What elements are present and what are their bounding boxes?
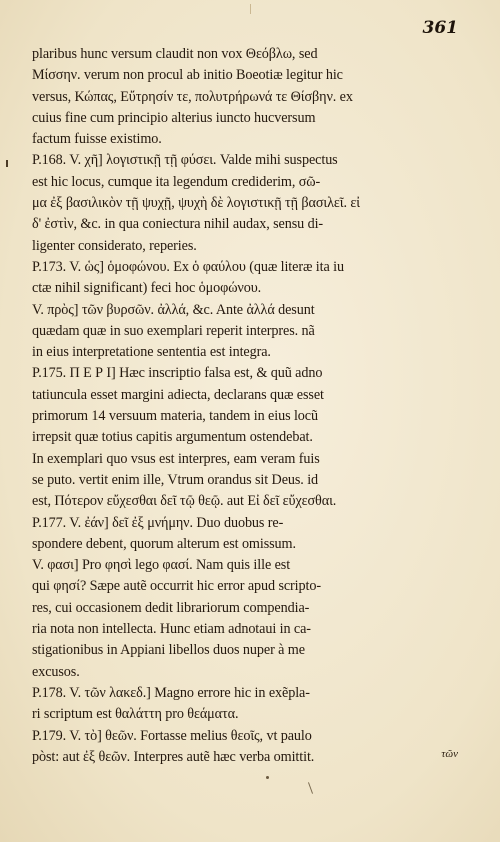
ink-spot <box>266 776 269 779</box>
text-line: excusos. <box>32 663 80 680</box>
margin-mark <box>6 160 8 167</box>
text-line: res, cui occasionem dedit librariorum compendia- <box>32 599 310 616</box>
text-line: ctæ nihil significant) feci hoc ὁμοφώνου. <box>32 280 262 297</box>
text-line: P.175. Π Ε Ρ Ι] Hæc inscriptio falsa est, & quũ adno <box>32 365 323 382</box>
text-line: pòst: aut ἐξ θεῶν. Interpres autẽ hæc verba omittit. <box>32 748 315 765</box>
text-line: tatiuncula esset margini adiecta, declarans quæ esset <box>32 386 324 403</box>
text-line: ligenter considerato, reperies. <box>32 237 197 254</box>
text-line: cuius fine cum principio alterius iuncto hucversum <box>32 109 316 126</box>
text-line: δ' ἐστὶν, &c. in qua coniectura nihil audax, sensu di- <box>32 216 324 233</box>
text-line: V. πρὸς] τῶν βυρσῶν. ἀλλά, &c. Ante ἀλλά desunt <box>32 301 315 318</box>
pen-mark <box>308 782 313 794</box>
text-line: P.178. V. τῶν λακεδ.] Magno errore hic in exẽpla- <box>32 684 310 701</box>
text-line: qui φησί? Sæpe autẽ occurrit hic error apud scripto- <box>32 578 321 595</box>
text-line: P.179. V. τὸ] θεῶν. Fortasse melius θεοῖς, vt paulo <box>32 727 312 744</box>
catchword: τῶν <box>441 748 458 760</box>
text-line: P.168. V. χῆ] λογιστικῇ τῇ φύσει. Valde mihi suspectus <box>32 152 338 169</box>
text-line: P.177. V. ἐάν] δεῖ ἐξ μνήμην. Duo duobus re- <box>32 514 284 531</box>
text-line: ri scriptum est θαλάττη pro θεάματα. <box>32 706 239 723</box>
body-text <box>32 44 464 768</box>
text-line: primorum 14 versuum materia, tandem in eius locũ <box>32 408 318 425</box>
text-line: in eius interpretatione sententia est integra. <box>32 344 271 361</box>
text-line: μα ἐξ βασιλικὸν τῇ ψυχῇ, ψυχὴ δὲ λογιστικῇ τῇ βασιλεῖ. εἰ <box>32 195 360 212</box>
text-line: stigationibus in Appiani libellos duos nuper à me <box>32 642 305 659</box>
text-line: ria nota non intellecta. Hunc etiam adnotaui in ca- <box>32 621 311 638</box>
text-line: irrepsit quæ totius capitis argumentum ostendebat. <box>32 429 313 446</box>
text-line: factum fuisse existimo. <box>32 131 162 148</box>
text-line: est, Πότερον εὔχεσθαι δεῖ τῷ θεῷ. aut Εἰ δεῖ εὔχεσθαι. <box>32 493 337 510</box>
text-line: P.173. V. ὡς] ὁμοφώνου. Ex ὁ φαύλου (quæ literæ ita iu <box>32 258 344 275</box>
page-number: 361 <box>422 18 458 38</box>
paper-mark <box>250 4 251 14</box>
text-line: Μίσσην. verum non procul ab initio Boeotiæ legitur hic <box>32 67 343 84</box>
text-line: quædam quæ in suo exemplari reperit interpres. nã <box>32 322 315 339</box>
text-line: est hic locus, cumque ita legendum crediderim, σῶ- <box>32 173 321 190</box>
text-line: In exemplari quo vsus est interpres, eam veram fuis <box>32 450 320 467</box>
text-line: versus, Κώπας, Εὔτρησίν τε, πολυτρήρωνά τε Θίσβην. ex <box>32 88 353 105</box>
text-line: se puto. vertit enim ille, Vtrum orandus sit Deus. id <box>32 471 319 488</box>
text-line: plaribus hunc versum claudit non vox Θεόβλω, sed <box>32 46 318 62</box>
text-line: spondere debent, quorum alterum est omissum. <box>32 535 296 552</box>
text-line: V. φασι] Pro φησὶ lego φασί. Nam quis ille est <box>32 557 291 574</box>
